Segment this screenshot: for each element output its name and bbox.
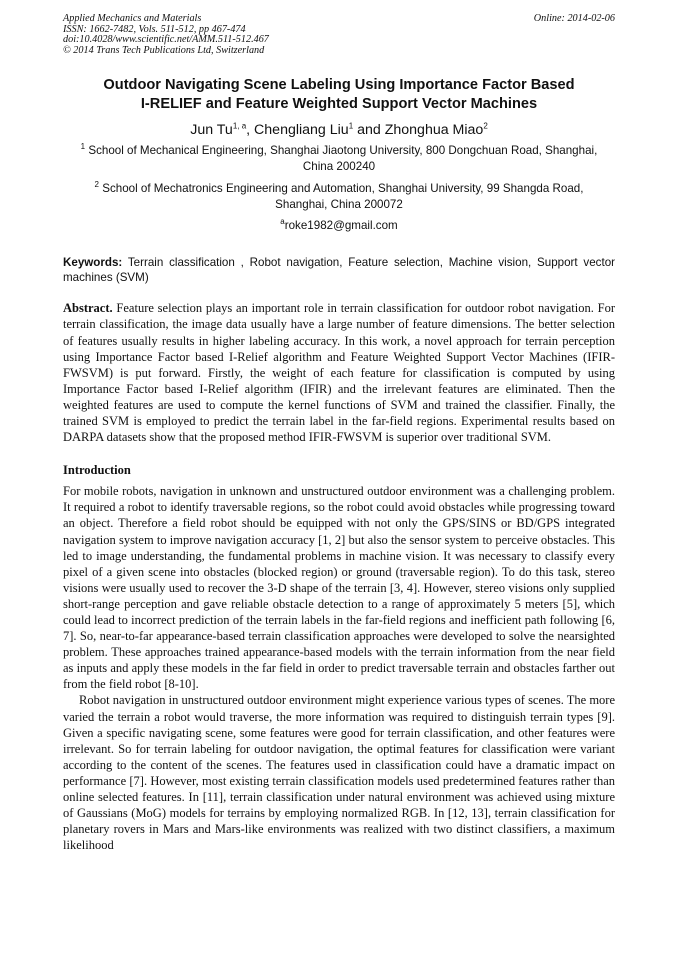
author-list <box>63 121 615 139</box>
journal-name: Applied Mechanics and Materials <box>63 13 202 24</box>
journal-copyright: © 2014 Trans Tech Publications Ltd, Switzerland <box>63 44 265 56</box>
author-1-affil-mark: 1, a <box>232 121 247 131</box>
title-line-1: Outdoor Navigating Scene Labeling Using Importance Factor Based <box>103 77 575 94</box>
abstract-label: Abstract. <box>63 301 113 316</box>
keywords-label: Keywords: <box>63 256 123 270</box>
intro-paragraph-2: Robot navigation in unstructured outdoor environment might experience various types of scenes. The more varied the terrain a robot would traverse, the more information was required to distinguish terrain types [9]. Given a specific navigating scene, some features were good for terrain classification, and other features were irrelevant. So for terrain labeling for outdoor navigation, the optimal features for classification were variant according to the content of the scenes. The features used in classification could have a dramatic impact on performance [7]. However, most existing terrain classification models used predetermined features rather than online selected features. In [11], terrain classification under natural environment was achieved using mixture of Gaussians (MoG) models for terrains by employing normalized RGB. In [12, 13], terrain classification for planetary rovers in Mars and Mars-like environments was realized with two distinct classifiers, a maximum likelihood <box>63 693 615 853</box>
author-2-affil-mark: 1 <box>348 121 354 131</box>
author-email <box>63 218 615 233</box>
section-heading-introduction: Introduction <box>63 463 131 478</box>
author-3: and Zhonghua Miao <box>353 122 484 139</box>
journal-doi: doi:10.4028/www.scientific.net/AMM.511-512.467 <box>63 34 269 46</box>
abstract-text: Feature selection plays an important role in terrain classification for outdoor robot navigation. For terrain classification, the image data usually have a large number of feature dimensions. The better selection of features usually results in higher labeling accuracy. In this work, a novel approach for terrain perception using Importance Factor based I-Relief algorithm and Feature Weighted Support Vector Machines (IFIR-FWSVM) is put forward. Firstly, the weight of each feature for classification is computed by using Importance Factor based I-Relief algorithm (IFIR) and the irrelevant features are eliminated. Then the weighted features are used to compute the kernel functions of SVM and trained the classifier. Finally, the trained SVM is employed to predict the terrain label in the far-field regions. Experimental results based on DARPA datasets show that the proposed method IFIR-FWSVM is superior over traditional SVM. <box>63 301 615 445</box>
email-mark: a <box>280 217 285 227</box>
keywords <box>63 255 615 285</box>
author-2: , Chengliang Liu <box>246 122 349 139</box>
affiliation-1 <box>63 143 615 174</box>
affiliation-2-mark: 2 <box>94 180 99 190</box>
email-text: roke1982@gmail.com <box>284 219 398 233</box>
affiliation-2 <box>63 181 615 212</box>
online-date: Online: 2014-02-06 <box>533 13 615 24</box>
author-1: Jun Tu <box>190 122 233 139</box>
intro-paragraph-1: For mobile robots, navigation in unknown and unstructured outdoor environment was a challenging problem. It required a robot to identify traversable regions, so the robot could avoid obstacles while progressing toward an object. Therefore a field robot should be equipped with not only the GPS/SINS or BD/GPS integrated navigation system to improve navigation accuracy [1, 2] but also the sensor system to perceive obstacles. This led to image understanding, the fundamental problems in machine vision. It was necessary to classify every pixel of a given scene into obstacles (blocked region) or ground (traversable region). To do this task, stereo visions were usually used to recover the 3-D shape of the terrain [3, 4]. However, stereo visions only supplied short-range perception and gave reliable obstacle detection to a range of approximately 5 meters [5], which could lead to incorrect prediction of the terrain labels in the far-field regions and inefficient path following [6, 7]. So, near-to-far appearance-based terrain classification approaches were developed to solve the nearsighted problem. These approaches trained appearance-based models with the terrain information from the near field as inputs and apply these models in the far field in order to predict traversable terrain and obstacles farther out from the field robot [8-10]. <box>63 484 615 692</box>
affiliation-1-mark: 1 <box>80 142 86 152</box>
keywords-text: Terrain classification , Robot navigation, Feature selection, Machine vision, Support vector machines (SVM) <box>63 256 616 285</box>
journal-issn: ISSN: 1662-7482, Vols. 511-512, pp 467-474 <box>63 23 246 35</box>
author-3-affil-mark: 2 <box>483 121 488 131</box>
journal-header <box>63 14 615 56</box>
journal-info <box>63 14 269 56</box>
affiliation-1-text: School of Mechanical Engineering, Shanghai Jiaotong University, 800 Dongchuan Road, Shanghai, China 200240 <box>88 144 598 173</box>
paper-title <box>63 76 615 114</box>
affiliation-2-text: School of Mechatronics Engineering and Automation, Shanghai University, 99 Shangda Road, Shanghai, China 200072 <box>102 182 584 211</box>
title-line-2: I-RELIEF and Feature Weighted Support Vector Machines <box>140 96 538 113</box>
abstract <box>63 300 615 445</box>
